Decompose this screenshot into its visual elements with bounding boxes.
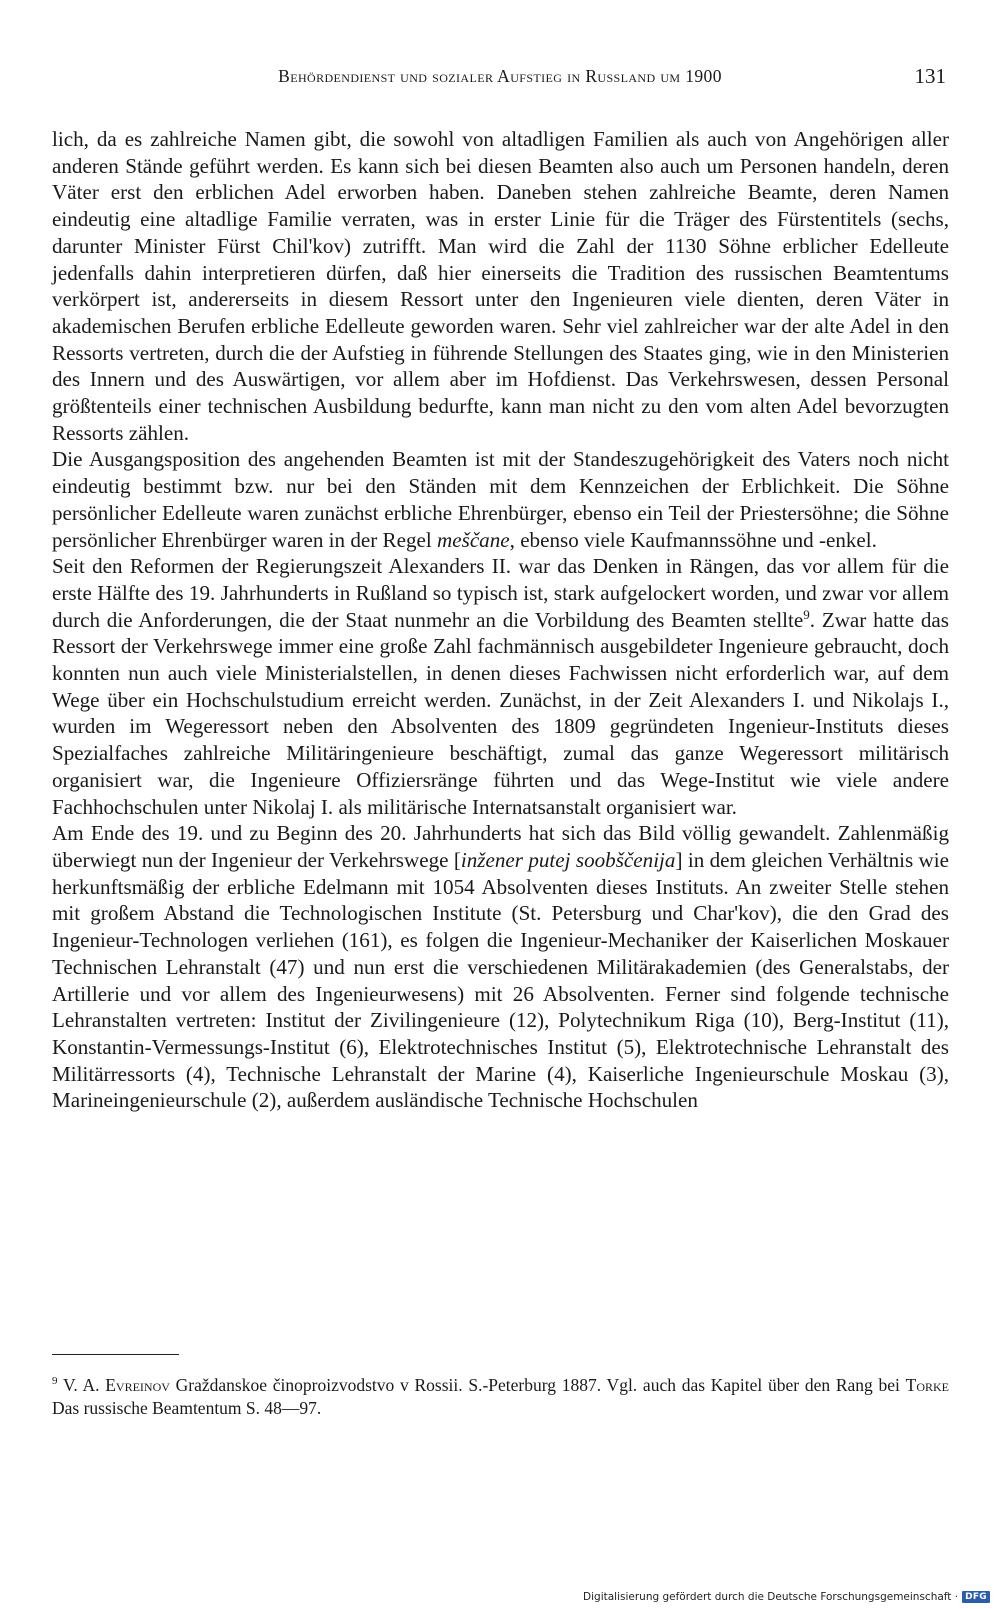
footnote-author-surname: Evreinov — [105, 1375, 170, 1395]
paragraph-2-text-start: Die Ausgangsposition des angehenden Beamten ist mit der Standeszugehörigkeit des Vaters noch nicht eindeutig bestimmt bzw. nur bei den Ständen mit dem Kennzeichen der Erblichkeit. Die Söhne persönlicher Edelleute waren zunächst erbliche Ehrenbürger, ebenso ein Teil der Priestersöhne; die Söhne persönlicher Ehrenbürger waren in der Regel — [52, 447, 949, 552]
paragraph-1-text: lich, da es zahlreiche Namen gibt, die sowohl von altadligen Familien als auch von Angehörigen aller anderen Stände geführt werden. Es kann sich bei diesen Beamten also auch um Personen handeln, deren Väter erst den erblichen Adel erworben haben. Daneben stehen zahlreiche Beamte, deren Namen eindeutig eine altadlige Familie verraten, was in erster Linie für die Träger des Fürstentitels (sechs, darunter Minister Fürst Chil'kov) zutrifft. Man wird die Zahl der 1130 Söhne erblicher Edelleute jedenfalls dahin interpretieren dürfen, daß hier einerseits die Tradition des russischen Beamtentums verkörpert ist, andererseits in diesem Ressort unter den Ingenieuren viele dienten, deren Väter in akademischen Berufen erbliche Edelleute geworden waren. Sehr viel zahlreicher war der alte Adel in den Ressorts vertreten, durch die der Aufstieg in führende Stellungen des Staates ging, wie in den Ministerien des Innern und des Auswärtigen, vor allem aber im Hofdienst. Das Verkehrswesen, dessen Personal größtenteils einer technischen Ausbildung bedurfte, kann man nicht zu den vom alten Adel bevorzugten Ressorts zählen. — [52, 127, 949, 445]
footnote-divider — [52, 1354, 179, 1355]
paragraph-4-text-start: Am Ende des 19. und zu Beginn des 20. Jahrhunderts hat sich das Bild völlig gewandelt. Zahlenmäßig überwiegt nun der Ingenieur der Verkehrswege [ — [52, 821, 949, 872]
paragraph-2 — [52, 446, 949, 553]
paragraph-4-text-end: ] in dem gleichen Verhältnis wie herkunftsmäßig der erbliche Edelmann mit 1054 Absolventen dieses Instituts. An zweiter Stelle stehen mit großem Abstand die Technologischen Institute (St. Petersburg und Char'kov), die den Grad des Ingenieur-Technologen verliehen (161), es folgen die Ingenieur-Mechaniker der Kaiserlichen Moskauer Technischen Lehranstalt (47) und nun erst die verschiedenen Militärakademien (des Generalstabs, der Artillerie und vor allem des Ingenieurwesens) mit 26 Absolventen. Ferner sind folgende technische Lehranstalten vertreten: Institut der Zivilingenieure (12), Polytechnikum Riga (10), Berg-Institut (11), Konstantin-Vermessungs-Institut (6), Elektrotechnisches Institut (5), Elektrotechnische Lehranstalt des Militärressorts (4), Technische Lehranstalt der Marine (4), Kaiserliche Ingenieurschule Moskau (3), Marineingenieurschule (2), außerdem ausländische Technische Hochschulen — [52, 847, 950, 1113]
paragraph-2-text-end: , ebenso viele Kaufmannssöhne und -enkel. — [509, 527, 877, 552]
paragraph-3-text-start: Seit den Reformen der Regierungszeit Alexanders II. war das Denken in Rängen, das vor allem für die erste Hälfte des 19. Jahrhunderts in Rußland so typisch ist, stark aufgelockert worden, und zwar vor allem durch die Anforderungen, die der Staat nunmehr an die Vorbildung des Beamten stellte — [52, 554, 949, 632]
running-title: Behördendienst und sozialer Aufstieg in Russland um 1900 — [278, 66, 722, 86]
paragraph-4 — [52, 820, 949, 1114]
page-number: 131 — [914, 64, 946, 88]
paragraph-4-italic-term: inžener putej soobščenija — [460, 847, 676, 872]
footnote-author-initials: V. A. — [62, 1375, 100, 1395]
paragraph-3 — [52, 553, 949, 820]
body-text — [52, 126, 949, 1114]
paragraph-1 — [52, 126, 949, 446]
digitization-footer — [583, 1591, 990, 1603]
running-header — [52, 66, 948, 96]
footnote-text-end: Das russische Beamtentum S. 48—97. — [52, 1397, 322, 1418]
digitization-note: Digitalisierung gefördert durch die Deutsche Forschungsgemeinschaft · — [583, 1591, 959, 1603]
footnote — [52, 1374, 949, 1419]
paragraph-2-italic-term: meščane — [437, 527, 510, 552]
dfg-logo-icon: DFG — [962, 1591, 990, 1603]
footnote-ref-surname: Torke — [905, 1375, 950, 1395]
footnote-mark: 9 — [52, 1375, 58, 1388]
paragraph-3-text-end: . Zwar hatte das Ressort der Verkehrswege immer eine große Zahl fachmännisch ausgebildeter Ingenieure gebraucht, doch konnten nun auch viele Ministerialstellen, in denen dieses Fachwissen nicht erforderlich war, auf dem Wege über ein Hochschulstudium erreicht werden. Zunächst, in der Zeit Alexanders I. und Nikolajs I., wurden im Wegeressort neben den Absolventen des 1809 gegründeten Ingenieur-Instituts dieses Spezialfaches zahlreiche Militäringenieure beschäftigt, zumal das ganze Wegeressort militärisch organisiert war, die Ingenieure Offiziersränge führten und das Wege-Institut wie viele andere Fachhochschulen unter Nikolaj I. als militärische Internatsanstalt organisiert war. — [52, 607, 949, 819]
footnote-text-mid: Graždanskoe činoproizvodstvo v Rossii. S.-Peterburg 1887. Vgl. auch das Kapitel über den Rang bei — [169, 1375, 906, 1395]
footnote-reference[interactable]: 9 — [803, 606, 810, 622]
